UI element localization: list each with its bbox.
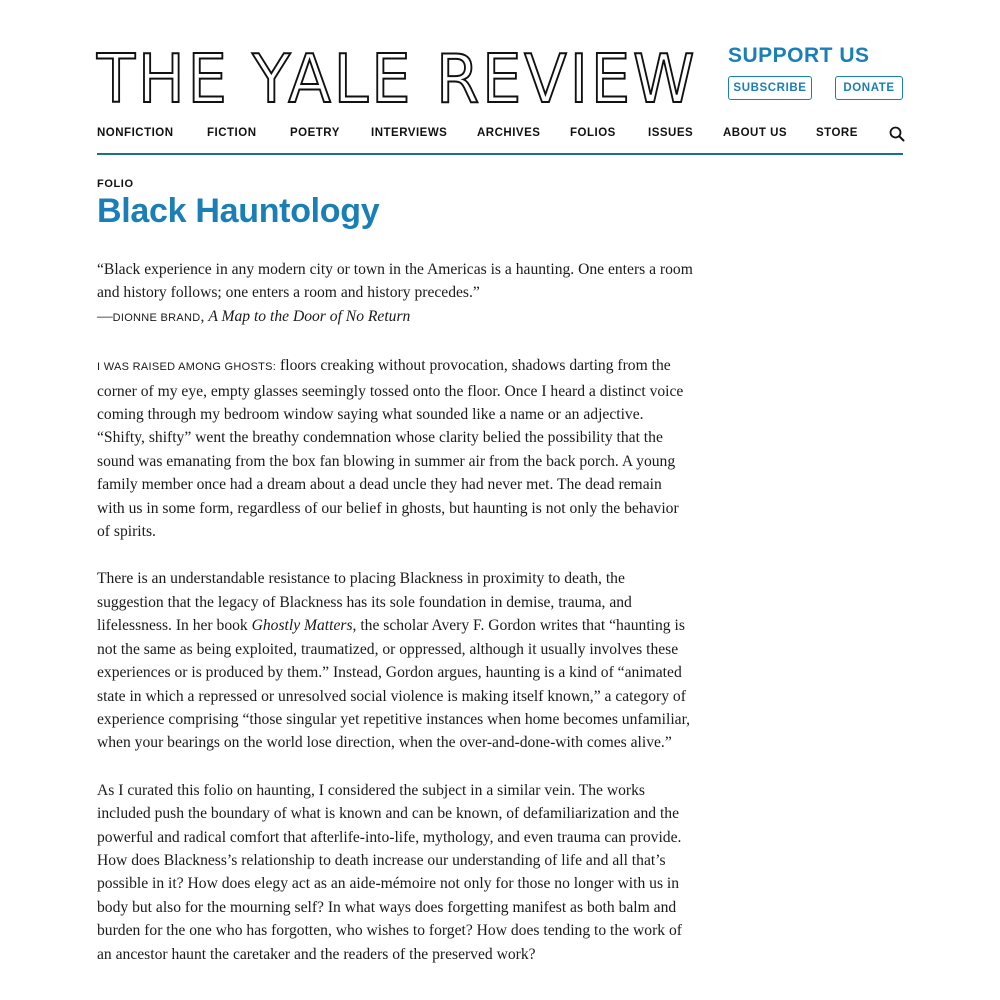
article-title: Black Hauntology	[97, 192, 380, 230]
paragraph-2-before: There is an understandable resistance to placing Blackness in proximity to death, the suggestion that the legacy of Blackness has its sole foundation in demise, trauma, and lifelessness. In her book	[97, 570, 632, 635]
section-label[interactable]: FOLIO	[97, 178, 134, 190]
subscribe-button[interactable]: SUBSCRIBE	[728, 76, 812, 100]
epigraph-comma: ,	[200, 307, 209, 325]
nav-item-interviews[interactable]: INTERVIEWS	[371, 127, 448, 139]
paragraph-1-text: floors creaking without provocation, shadows darting from the corner of my eye, empty glasses seemingly tossed onto the floor. Once I heard a distinct voice coming through my bedroom window saying what sounded like a name or an adjective. “Shifty, shifty” went the breathy condemnation whose clarity belied the possibility that the sound was emanating from the box fan blowing in summer air from the back porch. A young family member once had a dream about a dead uncle they had never met. The dead remain with us in some form, regardless of our belief in ghosts, but haunting is not only the behavior of spirits.	[97, 357, 684, 541]
paragraph-2-after: , the scholar Avery F. Gordon writes that “haunting is not the same as being exploited, traumatized, or oppressed, although it usually involves these experiences or is produced by them.” Instead, Gordon argues, haunting is a kind of “animated state in which a repressed or unresolved social violence is making itself known,” a category of experience comprising “those singular yet repetitive instances when home becomes unfamiliar, when your bearings on the world lose direction, when the over-and-done-with comes alive.”	[97, 617, 691, 752]
book-title: Ghostly Matters	[251, 617, 353, 635]
nav-item-poetry[interactable]: POETRY	[290, 127, 340, 139]
epigraph-quote: “Black experience in any modern city or town in the Americas is a haunting. One enters a room and history follows; one enters a room and history precedes.”	[97, 261, 693, 302]
support-us-heading: SUPPORT US	[728, 44, 870, 67]
nav-item-store[interactable]: STORE	[816, 127, 858, 139]
paragraph-lead-in: I WAS RAISED AMONG GHOSTS:	[97, 361, 277, 374]
epigraph-dash: —	[97, 307, 113, 325]
paragraph-1	[97, 354, 693, 543]
epigraph-source: A Map to the Door of No Return	[208, 307, 411, 325]
site-logo[interactable]: THE YALE REVIEW	[97, 40, 698, 118]
nav-item-issues[interactable]: ISSUES	[648, 127, 694, 139]
nav-item-folios[interactable]: FOLIOS	[570, 127, 616, 139]
epigraph-attribution	[97, 308, 410, 325]
nav-item-nonfiction[interactable]: NONFICTION	[97, 127, 174, 139]
epigraph-author: DIONNE BRAND	[112, 311, 201, 324]
search-icon[interactable]	[889, 126, 905, 147]
article-body	[97, 258, 693, 990]
nav-item-archives[interactable]: ARCHIVES	[477, 127, 541, 139]
main-nav	[97, 127, 903, 155]
nav-item-about-us[interactable]: ABOUT US	[723, 127, 788, 139]
donate-button[interactable]: DONATE	[835, 76, 903, 100]
paragraph-2	[97, 567, 693, 754]
paragraph-3: As I curated this folio on haunting, I considered the subject in a similar vein. The works included push the boundary of what is known and can be known, of defamiliarization and the powerful and radical comfort that afterlife-into-life, mythology, and even trauma can provide. How does Blackness’s relationship to death increase our understanding of life and all that’s possible in it? How does elegy act as an aide-mémoire not only for those no longer with us in body but also for the mourning self? In what ways does forgetting manifest as both balm and burden for the one who has forgotten, who wishes to forget? How does tending to the work of an ancestor haunt the caretaker and the readers of the preserved work?	[97, 781, 682, 963]
epigraph	[97, 258, 693, 330]
nav-item-fiction[interactable]: FICTION	[207, 127, 257, 139]
